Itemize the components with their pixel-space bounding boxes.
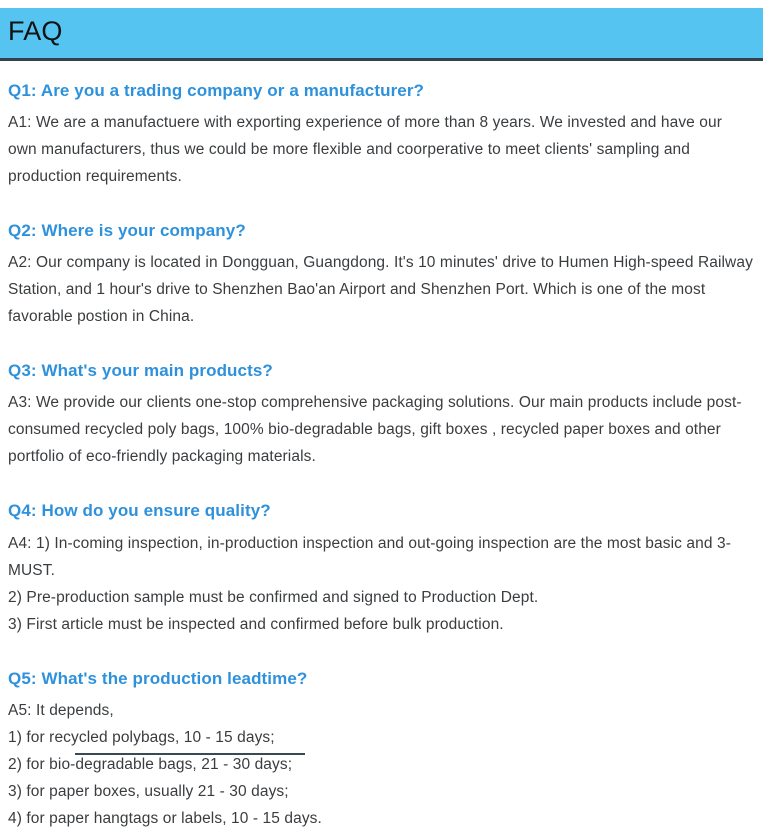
faq-question: Q4: How do you ensure quality?: [8, 501, 271, 521]
faq-answer-line: 2) Pre-production sample must be confirmed and signed to Production Dept.: [8, 588, 539, 606]
faq-item: [8, 80, 753, 190]
faq-question: Q5: What's the production leadtime?: [8, 668, 308, 688]
faq-answer-line: A2: Our company is located in Dongguan, Guangdong. It's 10 minutes' drive to Humen High-speed Railway Station, and 1 hour's drive to Shenzhen Bao'an Airport and Shenzhen Port. Which is one of the most favorable postion in China.: [8, 254, 753, 326]
page-title: FAQ: [8, 16, 63, 46]
faq-item: [8, 220, 753, 330]
faq-answer-line: A3: We provide our clients one-stop comprehensive packaging solutions. Our main products include post-consumed recycled poly bags, 100% bio-degradable bags, gift boxes , recycled paper boxes and other portfolio of eco-friendly packaging materials.: [8, 394, 742, 466]
faq-item: [8, 668, 753, 832]
faq-item: [8, 500, 753, 637]
faq-question: Q3: What's your main products?: [8, 361, 273, 381]
faq-answer-line: 3) for paper boxes, usually 21 - 30 days;: [8, 782, 289, 800]
faq-question: Q1: Are you a trading company or a manufacturer?: [8, 80, 425, 100]
faq-answer-line: 2) for bio-degradable bags, 21 - 30 days;: [8, 755, 293, 773]
faq-section-header: [0, 8, 763, 61]
faq-item: [8, 360, 753, 470]
next-section-top-border-partial: [75, 753, 305, 755]
faq-answer-line: 3) First article must be inspected and confirmed before bulk production.: [8, 615, 504, 633]
faq-answer-line: 4) for paper hangtags or labels, 10 - 15 days.: [8, 809, 322, 827]
faq-list: [0, 80, 765, 832]
faq-answer-line: 1) for recycled polybags, 10 - 15 days;: [8, 728, 275, 746]
faq-answer-line: A1: We are a manufactuere with exporting experience of more than 8 years. We invested and have our own manufacturers, thus we could be more flexible and coorperative to meet clients' sampling and production requirements.: [8, 113, 723, 185]
faq-answer-line: A5: It depends,: [8, 701, 114, 719]
faq-answer-line: A4: 1) In-coming inspection, in-production inspection and out-going inspection are the most basic and 3-MUST.: [8, 534, 731, 579]
faq-question: Q2: Where is your company?: [8, 220, 246, 240]
